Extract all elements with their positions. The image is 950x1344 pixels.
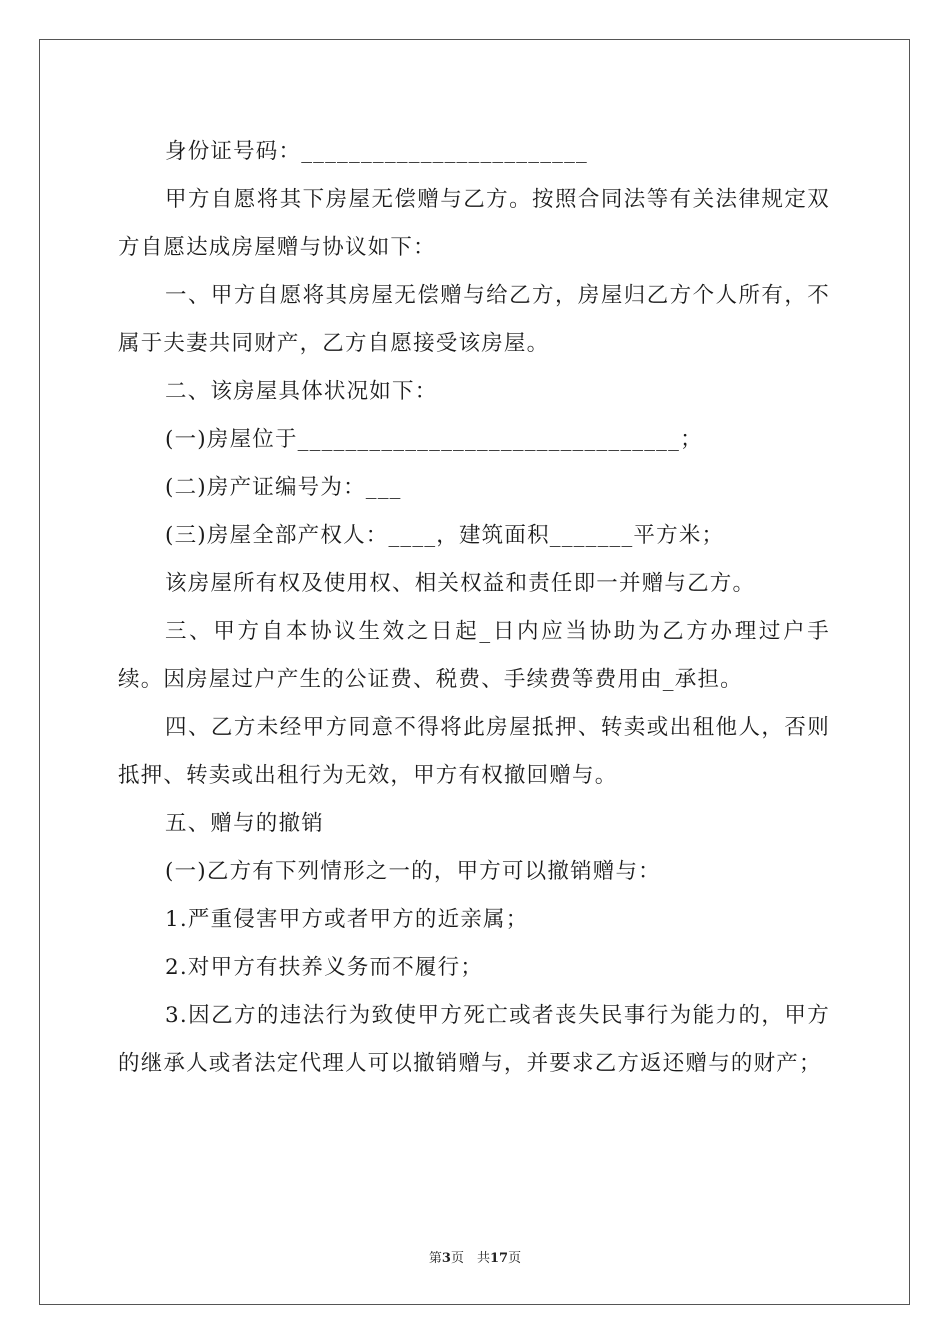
footer-total-pages: 17	[489, 1251, 509, 1266]
paragraph-item-2: 2.对甲方有扶养义务而不履行；	[165, 955, 484, 980]
paragraph-clause-2-3: (三)房屋全部产权人：____，建筑面积_______平方米；	[165, 523, 725, 548]
paragraph-clause-3: 三、甲方自本协议生效之日起_日内应当协助为乙方办理过户手续。因房屋过户产生的公证费、税费、手续费等费用由_承担。	[118, 619, 830, 692]
paragraph-clause-2-2: (二)房产证编号为：___	[165, 475, 402, 500]
footer-mid: 页 共	[450, 1251, 490, 1266]
footer-current-page: 3	[441, 1251, 451, 1266]
page-footer	[0, 1247, 950, 1266]
document-body	[118, 128, 830, 1088]
footer-suffix: 页	[508, 1251, 522, 1266]
paragraph-clause-5: 五、赠与的撤销	[165, 811, 324, 836]
paragraph-clause-1: 一、甲方自愿将其房屋无偿赠与给乙方，房屋归乙方个人所有，不属于夫妻共同财产，乙方自愿接受该房屋。	[118, 283, 830, 356]
paragraph-clause-4: 四、乙方未经甲方同意不得将此房屋抵押、转卖或出租他人，否则抵押、转卖或出租行为无效，甲方有权撤回赠与。	[118, 715, 830, 788]
footer-prefix: 第	[428, 1251, 442, 1266]
paragraph-clause-2: 二、该房屋具体状况如下：	[165, 379, 438, 404]
paragraph-clause-5-1: (一)乙方有下列情形之一的，甲方可以撤销赠与：	[165, 859, 661, 884]
paragraph-item-1: 1.严重侵害甲方或者甲方的近亲属；	[165, 907, 529, 932]
paragraph-item-3: 3.因乙方的违法行为致使甲方死亡或者丧失民事行为能力的，甲方的继承人或者法定代理人可以撤销赠与，并要求乙方返还赠与的财产；	[118, 1003, 830, 1076]
paragraph-clause-2-1: (一)房屋位于________________________________；	[165, 427, 703, 452]
paragraph-transfer: 该房屋所有权及使用权、相关权益和责任即一并赠与乙方。	[165, 571, 756, 596]
paragraph-id-number: 身份证号码：________________________	[165, 139, 589, 164]
paragraph-intro: 甲方自愿将其下房屋无偿赠与乙方。按照合同法等有关法律规定双方自愿达成房屋赠与协议如下：	[118, 187, 830, 260]
